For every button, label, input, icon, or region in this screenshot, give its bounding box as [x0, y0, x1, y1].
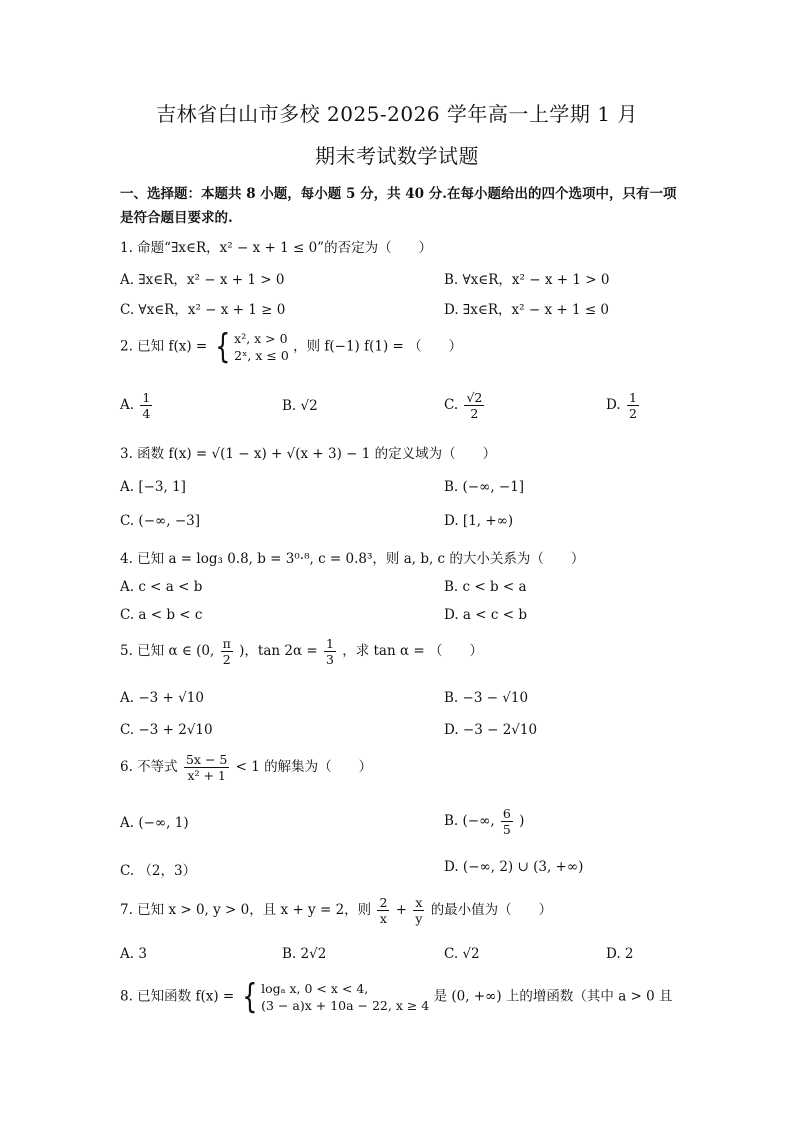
- one-third: [324, 636, 336, 667]
- question-4-stem: 4. 已知 a = log₃ 0.8, b = 3⁰·⁸, c = 0.8³，则 a, b, c 的大小关系为（ ）: [120, 551, 585, 567]
- q2-piecewise: [212, 327, 289, 367]
- numerator: 1: [142, 390, 151, 405]
- question-7-stem: [120, 895, 552, 926]
- option-label: B. (−∞,: [444, 813, 495, 829]
- numerator: 5x − 5: [185, 752, 228, 767]
- q8-piecewise: [239, 977, 430, 1017]
- q2-case-1: x², x > 0: [234, 331, 288, 346]
- numerator: √2: [466, 390, 483, 405]
- q2-suffix: ，则 f(−1) f(1) = （ ）: [293, 338, 463, 355]
- q8-case-1: logₐ x, 0 < x < 4,: [261, 981, 369, 996]
- q1-option-d[interactable]: D. ∃x∈R，x² − x + 1 ≤ 0: [444, 302, 610, 318]
- q2-prefix: 2. 已知 f(x) =: [120, 338, 208, 355]
- q2-option-d[interactable]: [606, 390, 641, 421]
- q3-option-d[interactable]: D. [1, +∞): [444, 513, 514, 529]
- close-paren: ): [519, 813, 525, 829]
- denominator: 2: [628, 406, 637, 421]
- q5-suffix: ，求 tan α = （ ）: [342, 643, 483, 659]
- q7-option-b[interactable]: B. 2√2: [282, 946, 327, 962]
- fraction: [140, 390, 152, 421]
- numerator: 2: [379, 895, 388, 910]
- numerator: x: [415, 895, 423, 910]
- brace-symbol: {: [241, 977, 257, 1017]
- fraction: [413, 895, 424, 926]
- fraction: [501, 806, 513, 837]
- plus-sign: +: [395, 902, 408, 918]
- q7-option-c[interactable]: C. √2: [444, 946, 480, 962]
- q1-option-c[interactable]: C. ∀x∈R，x² − x + 1 ≥ 0: [120, 302, 286, 318]
- q2-option-b[interactable]: B. √2: [282, 398, 318, 414]
- numerator: 6: [502, 806, 511, 821]
- q8-case-2: (3 − a)x + 10a − 22, x ≥ 4: [261, 998, 430, 1013]
- denominator: 5: [502, 822, 511, 837]
- q5-option-b[interactable]: B. −3 − √10: [444, 690, 529, 706]
- fraction: [464, 390, 484, 421]
- q6-fraction: [184, 752, 229, 783]
- q1-option-b[interactable]: B. ∀x∈R，x² − x + 1 > 0: [444, 272, 610, 288]
- brace-symbol: {: [214, 327, 230, 367]
- fraction: [377, 895, 389, 926]
- fraction: [627, 390, 639, 421]
- question-6-stem: [120, 752, 372, 783]
- numerator: 1: [325, 636, 334, 651]
- q2-case-2: 2ˣ, x ≤ 0: [234, 348, 289, 363]
- q5-option-d[interactable]: D. −3 − 2√10: [444, 722, 538, 738]
- exam-title-line1: 吉林省白山市多校 2025-2026 学年高一上学期 1 月: [156, 102, 638, 126]
- denominator: 3: [325, 652, 334, 667]
- q7-option-a[interactable]: A. 3: [120, 946, 147, 962]
- question-5-stem: [120, 636, 483, 667]
- q5-prefix: 5. 已知 α ∈ (0,: [120, 643, 215, 659]
- q4-option-d[interactable]: D. a < c < b: [444, 607, 527, 623]
- question-1-stem: 1. 命题“∃x∈R，x² − x + 1 ≤ 0”的否定为（ ）: [120, 240, 433, 256]
- q2-option-a[interactable]: [120, 390, 154, 421]
- q6-option-d[interactable]: D. (−∞, 2) ∪ (3, +∞): [444, 859, 584, 875]
- q6-option-b[interactable]: [444, 806, 524, 837]
- q6-suffix: < 1 的解集为（ ）: [235, 759, 373, 775]
- q3-option-a[interactable]: A. [−3, 1]: [120, 479, 186, 495]
- q7-prefix: 7. 已知 x > 0, y > 0，且 x + y = 2，则: [120, 902, 372, 918]
- option-label: D.: [606, 397, 621, 413]
- section-heading: 一、选择题：本题共 8 小题，每小题 5 分，共 40 分.在每小题给出的四个选项中，只有一项是符合题目要求的.: [120, 186, 677, 226]
- q3-option-b[interactable]: B. (−∞, −1]: [444, 479, 525, 495]
- denominator: x: [379, 911, 387, 926]
- question-2-stem: [120, 327, 463, 367]
- exam-title-line2: 期末考试数学试题: [315, 144, 479, 168]
- q4-option-a[interactable]: A. c < a < b: [120, 579, 203, 595]
- q5-mid: )，tan 2α =: [239, 643, 318, 659]
- q6-option-a[interactable]: A. (−∞, 1): [120, 815, 189, 831]
- q6-option-c[interactable]: C. （2，3）: [120, 863, 197, 879]
- question-3-stem: 3. 函数 f(x) = √(1 − x) + √(x + 3) − 1 的定义域为（ ）: [120, 446, 497, 462]
- numerator: π: [222, 636, 231, 651]
- denominator: x² + 1: [187, 768, 226, 783]
- q1-option-a[interactable]: A. ∃x∈R，x² − x + 1 > 0: [120, 272, 285, 288]
- q5-option-a[interactable]: A. −3 + √10: [120, 690, 204, 706]
- q8-suffix: 是 (0, +∞) 上的增函数（其中 a > 0 且: [433, 988, 673, 1005]
- question-8-stem: [120, 977, 673, 1017]
- denominator: 2: [470, 406, 479, 421]
- q7-suffix: 的最小值为（ ）: [430, 902, 553, 918]
- option-label: A.: [120, 397, 135, 413]
- q7-option-d[interactable]: D. 2: [606, 946, 634, 962]
- q8-prefix: 8. 已知函数 f(x) =: [120, 988, 235, 1005]
- q5-option-c[interactable]: C. −3 + 2√10: [120, 722, 213, 738]
- numerator: 1: [628, 390, 637, 405]
- option-label: C.: [444, 397, 459, 413]
- q3-option-c[interactable]: C. (−∞, −3]: [120, 513, 201, 529]
- denominator: y: [415, 911, 423, 926]
- pi-over-2: [221, 636, 233, 667]
- q4-option-b[interactable]: B. c < b < a: [444, 579, 527, 595]
- q2-option-c[interactable]: [444, 390, 486, 421]
- denominator: 4: [142, 406, 151, 421]
- q6-prefix: 6. 不等式: [120, 759, 178, 775]
- denominator: 2: [222, 652, 231, 667]
- q4-option-c[interactable]: C. a < b < c: [120, 607, 203, 623]
